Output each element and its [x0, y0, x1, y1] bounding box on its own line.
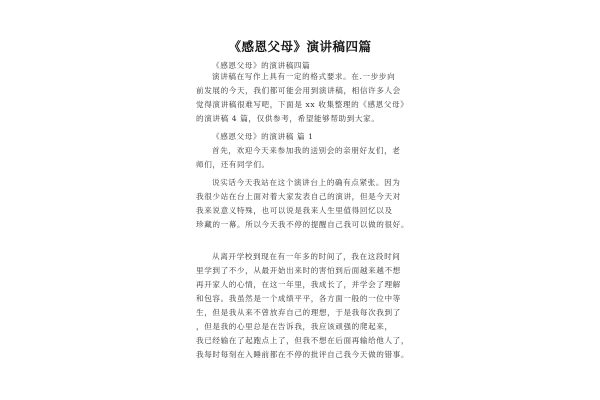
paragraph-line: 师们，还有同学们。 — [196, 160, 270, 169]
paragraph-line: 觉得演讲稿很难写吧，下面是 xx 收集整理的《感恩父母》 — [196, 100, 409, 109]
paragraph-line: 我已经输在了起跑点上了，但我不想在后面再输给他人了， — [196, 336, 410, 345]
subtitle: 《感恩父母》的演讲稿四篇 — [212, 61, 311, 70]
paragraph-line: 珍藏的一幕。所以今天我不停的提醒自己我可以做的很好。 — [196, 220, 410, 229]
paragraph-line: 从离开学校到现在有一年多的时间了，我在这段时间 — [212, 252, 401, 261]
paragraph-line: 再开家人的心情，在这一年里，我成长了，并学会了理解 — [196, 280, 401, 289]
paragraph-line: 和包容。我虽然是一个成绩平平，各方面一般的一位中等 — [196, 294, 401, 303]
paragraph-line: 演讲稿在写作上具有一定的格式要求。在.一步步向 — [212, 72, 396, 81]
paragraph-line: 我每时每刻在入睡前都在不停的批评自己我今天做的错事。 — [196, 350, 410, 359]
paragraph-line: 我来说意义特殊，也可以说是我来人生里值得回忆以及 — [196, 206, 393, 215]
paragraph-line: 前发展的今天，我们都可能会用到演讲稿，相信许多人会 — [196, 86, 401, 95]
paragraph-line: 生，但是我从来不曾放弃自己的理想，于是我每次我到了 — [196, 308, 401, 317]
section-heading: 《感恩父母》的演讲稿 篇 1 — [212, 132, 314, 141]
paragraph-line: 里学到了不少，从最开始出来时的害怕到后面越来越不想 — [196, 266, 401, 275]
document-title: 《感恩父母》演讲稿四篇 — [228, 39, 372, 54]
paragraph-line: ，但是我的心里总是在告诉我，我应该顽强的爬起来， — [196, 322, 393, 331]
paragraph-line: 的演讲稿 4 篇，仅供参考，希望能够帮助到大家。 — [196, 114, 380, 123]
paragraph-line: 首先，欢迎今天来参加我的送别会的亲朋好友们，老 — [212, 146, 401, 155]
paragraph-line: 我很少站在台上面对着大家发表自己的演讲，但是今天对 — [196, 192, 401, 201]
paragraph-line: 说实话今天我站在这个演讲台上的确有点紧张。因为 — [212, 178, 401, 187]
